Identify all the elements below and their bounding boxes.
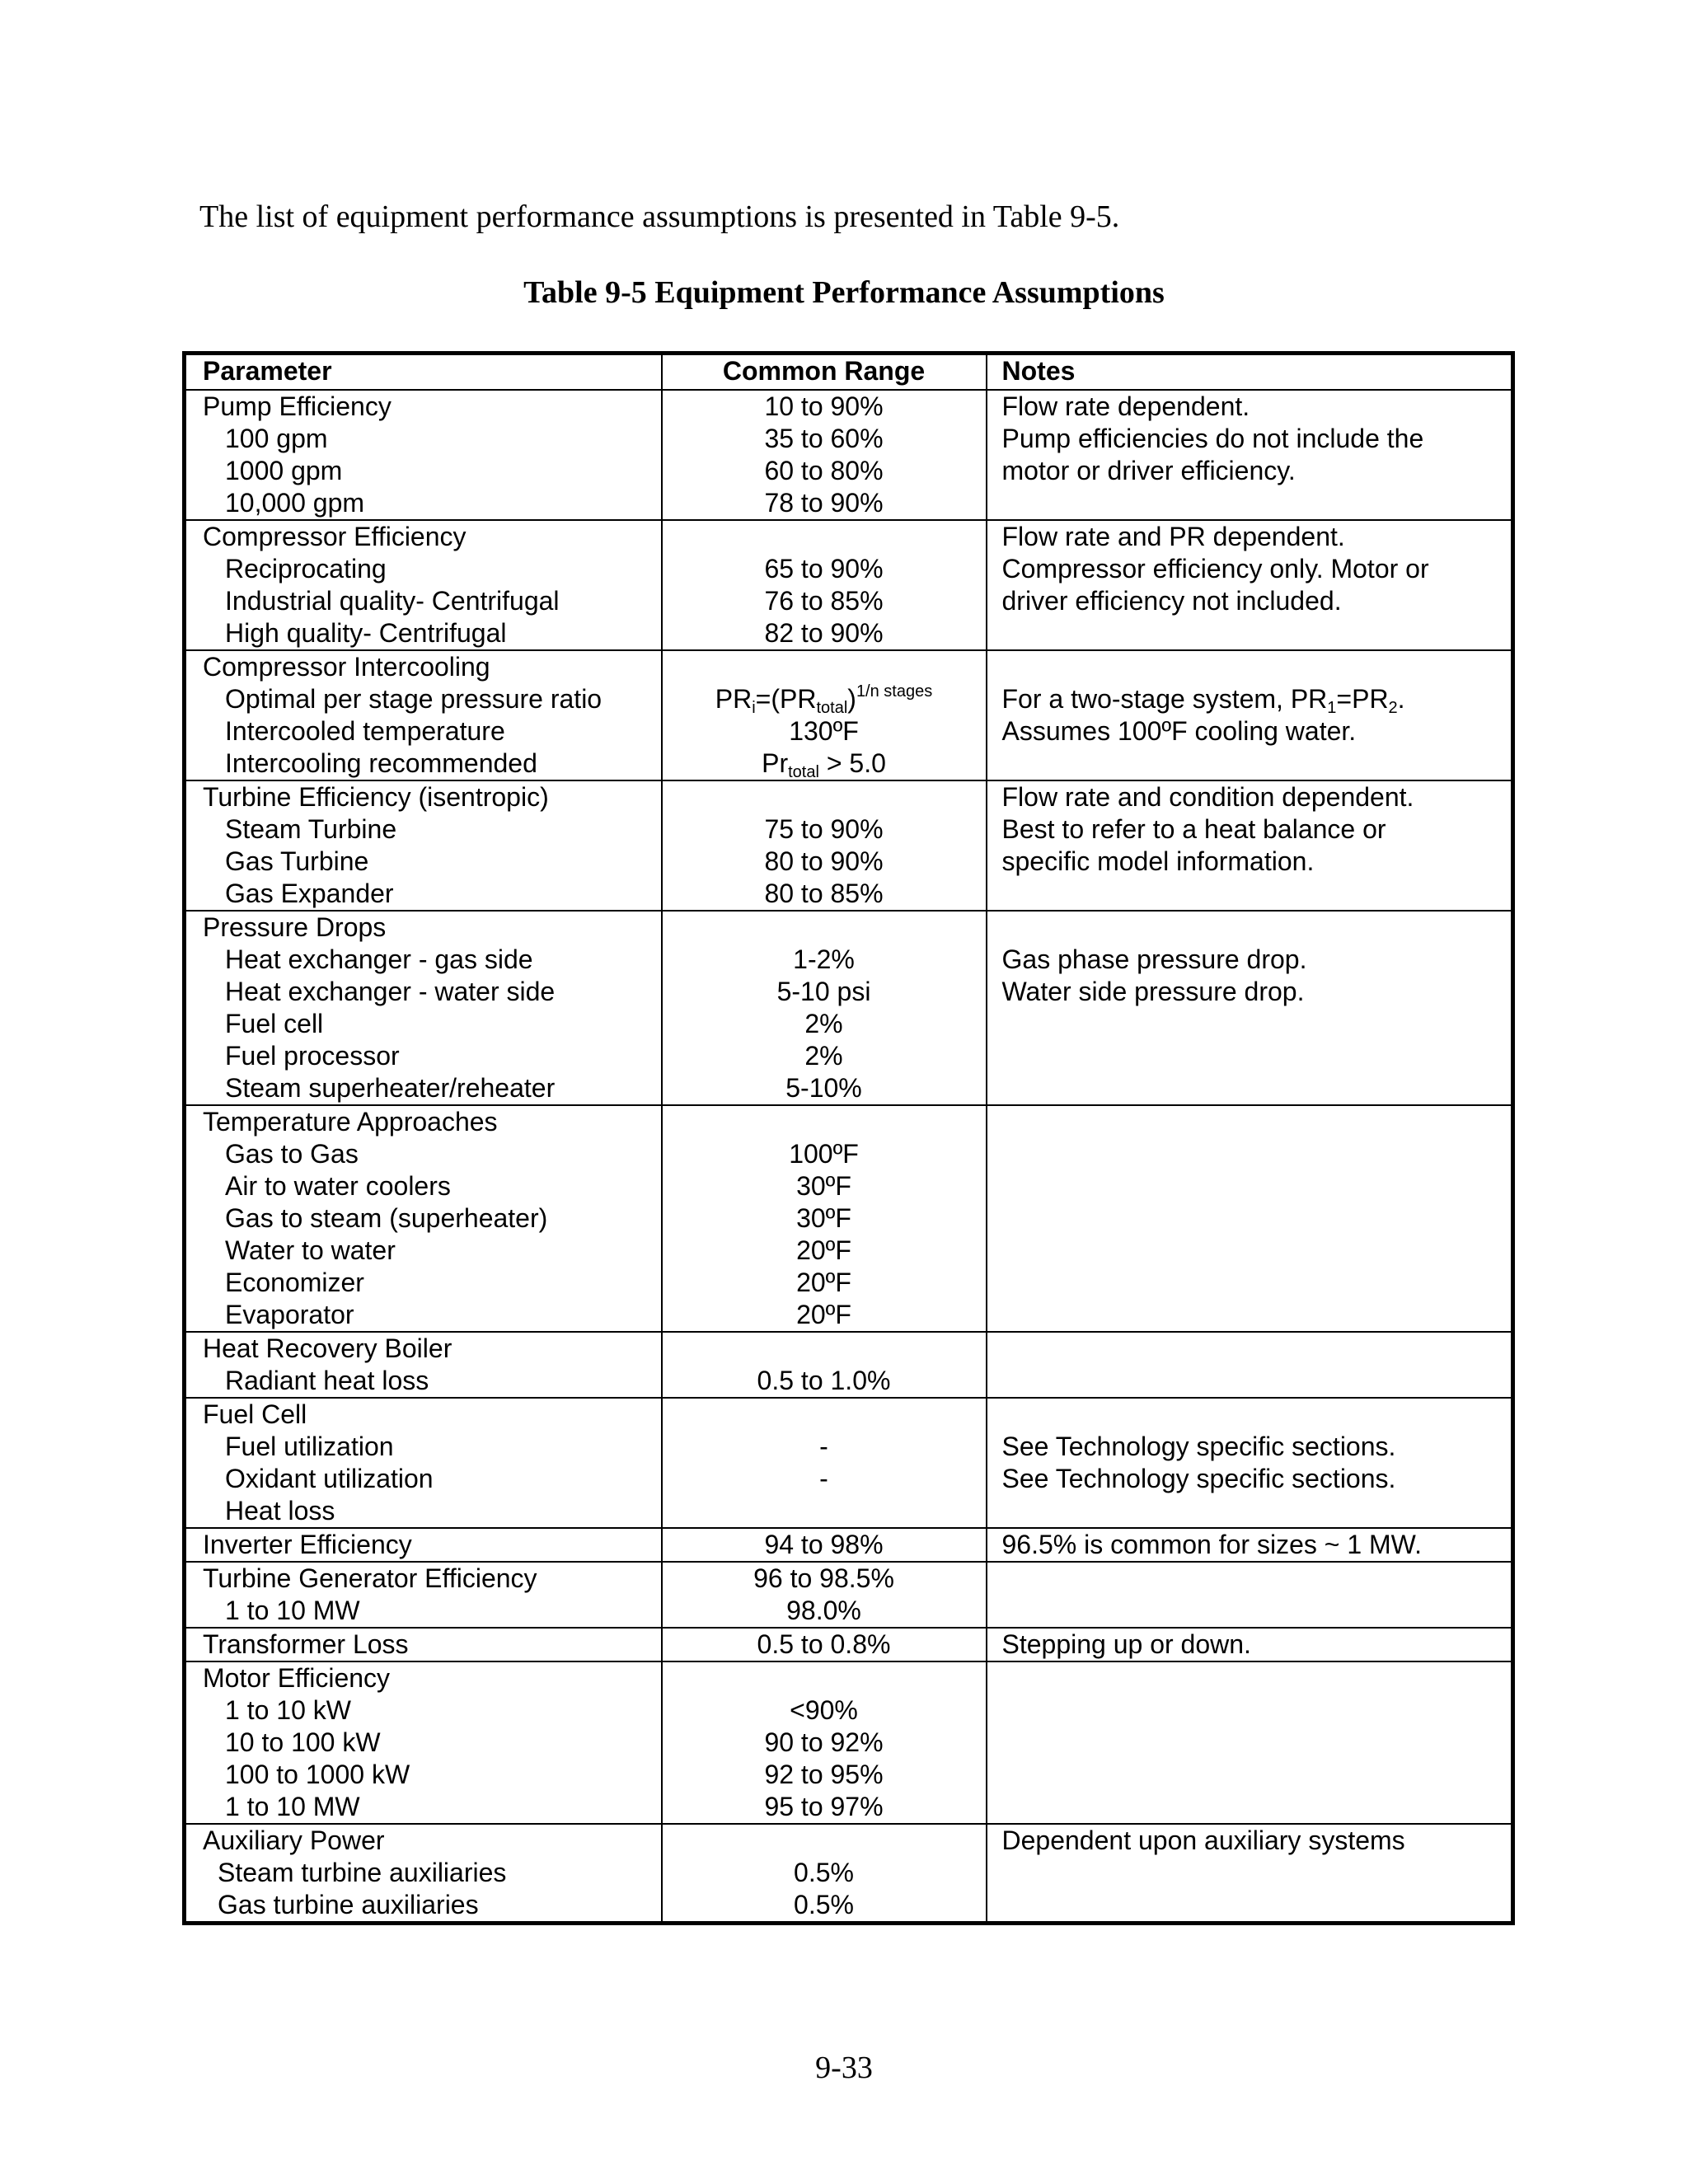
formula-part: PR xyxy=(715,684,753,714)
parameter-label: Gas turbine auxiliaries xyxy=(218,1890,479,1919)
notes-cell xyxy=(987,1824,1513,1924)
range-value xyxy=(663,1662,986,1694)
parameter-label: Steam superheater/reheater xyxy=(225,1073,556,1103)
parameter-cell xyxy=(185,1332,662,1398)
notes-cell xyxy=(987,780,1513,911)
range-value: 0.5% xyxy=(794,1858,854,1887)
range-value xyxy=(663,912,986,944)
note-text: Stepping up or down. xyxy=(1001,1629,1251,1659)
notes-cell xyxy=(987,520,1513,650)
header-parameter: Parameter xyxy=(185,354,662,391)
note-text xyxy=(1002,1563,1512,1595)
parameter-label: Air to water coolers xyxy=(225,1171,451,1201)
note-text: Flow rate and condition dependent. xyxy=(1001,782,1414,812)
pressure-ratio-formula xyxy=(663,683,986,715)
note-text xyxy=(1002,1857,1512,1889)
note-text xyxy=(1002,1040,1512,1072)
range-value: 5-10% xyxy=(785,1073,862,1103)
parameter-label: Turbine Generator Efficiency xyxy=(203,1563,537,1593)
parameter-label: Transformer Loss xyxy=(203,1629,409,1659)
parameter-label: Gas Expander xyxy=(225,879,394,908)
note-text xyxy=(1002,651,1512,683)
parameter-label: Compressor Intercooling xyxy=(203,652,490,682)
formula-subscript: total xyxy=(816,699,848,717)
table-row xyxy=(185,911,1513,1105)
note-text xyxy=(1002,1727,1512,1759)
note-text xyxy=(1002,1791,1512,1823)
note-text xyxy=(1002,487,1512,519)
parameter-cell xyxy=(185,1661,662,1824)
parameter-label: 10 to 100 kW xyxy=(225,1727,381,1757)
formula-part: Pr xyxy=(762,748,789,778)
range-value xyxy=(663,651,986,683)
table-row xyxy=(185,1824,1513,1924)
equipment-performance-table xyxy=(182,351,1515,1925)
range-value: 20ºF xyxy=(796,1235,851,1265)
parameter-cell xyxy=(185,520,662,650)
notes-cell xyxy=(987,1398,1513,1528)
notes-cell xyxy=(987,1332,1513,1398)
intercooling-threshold-formula xyxy=(663,748,986,780)
note-text xyxy=(1002,1267,1512,1299)
range-value: 65 to 90% xyxy=(764,554,884,583)
notes-cell xyxy=(987,1661,1513,1824)
parameter-cell xyxy=(185,1628,662,1661)
range-value: 2% xyxy=(804,1041,843,1071)
note-text: See Technology specific sections. xyxy=(1001,1432,1396,1461)
table-row xyxy=(185,1562,1513,1628)
parameter-label: Inverter Efficiency xyxy=(203,1530,412,1559)
parameter-label: Reciprocating xyxy=(225,554,387,583)
range-cell xyxy=(662,1105,987,1332)
note-text: 96.5% is common for sizes ~ 1 MW. xyxy=(1001,1530,1422,1559)
range-value: 92 to 95% xyxy=(764,1760,884,1789)
note-text xyxy=(1002,1889,1512,1921)
parameter-label: 1000 gpm xyxy=(225,456,343,485)
range-value: 76 to 85% xyxy=(764,586,884,616)
parameter-cell xyxy=(185,1398,662,1528)
range-value: - xyxy=(819,1464,828,1493)
note-text xyxy=(1002,1399,1512,1431)
parameter-label: Heat Recovery Boiler xyxy=(203,1333,452,1363)
parameter-label: High quality- Centrifugal xyxy=(225,618,507,648)
parameter-label: Gas to steam (superheater) xyxy=(225,1203,548,1233)
note-text xyxy=(1002,1235,1512,1267)
parameter-label: Industrial quality- Centrifugal xyxy=(225,586,560,616)
note-text: Flow rate dependent. xyxy=(1001,391,1250,421)
note-text: specific model information. xyxy=(1001,846,1315,876)
range-value: 80 to 90% xyxy=(764,846,884,876)
parameter-label: Heat exchanger - gas side xyxy=(225,944,533,974)
parameter-label: Intercooling recommended xyxy=(225,748,537,778)
table-caption: Table 9-5 Equipment Performance Assumptions xyxy=(523,275,1165,310)
note-text: Pump efficiencies do not include the xyxy=(1001,424,1424,453)
range-value: 80 to 85% xyxy=(764,879,884,908)
parameter-label: Economizer xyxy=(225,1268,364,1297)
notes-cell xyxy=(987,1628,1513,1661)
range-value: - xyxy=(819,1432,828,1461)
range-value: 30ºF xyxy=(796,1203,851,1233)
note-text: Flow rate and PR dependent. xyxy=(1001,522,1345,551)
note-text xyxy=(1002,1595,1512,1627)
notes-cell xyxy=(987,390,1513,520)
range-cell xyxy=(662,1661,987,1824)
range-value: 0.5% xyxy=(794,1890,854,1919)
formula-part: > 5.0 xyxy=(818,748,886,778)
parameter-label: 10,000 gpm xyxy=(225,488,365,518)
parameter-label: Pressure Drops xyxy=(203,912,387,942)
table-row xyxy=(185,1105,1513,1332)
formula-part: =(PR xyxy=(755,684,817,714)
range-cell xyxy=(662,1628,987,1661)
range-value: 75 to 90% xyxy=(764,814,884,844)
range-cell xyxy=(662,390,987,520)
parameter-label: Fuel utilization xyxy=(225,1432,394,1461)
notes-cell xyxy=(987,1562,1513,1628)
range-value xyxy=(663,1333,986,1365)
formula-part: . xyxy=(1397,684,1405,714)
note-text xyxy=(1002,1694,1512,1727)
table-row xyxy=(185,1398,1513,1528)
notes-cell xyxy=(987,650,1513,780)
range-value: 35 to 60% xyxy=(764,424,884,453)
parameter-label: Gas to Gas xyxy=(225,1139,359,1169)
parameter-cell xyxy=(185,1105,662,1332)
parameter-label: Steam Turbine xyxy=(225,814,397,844)
range-value: 20ºF xyxy=(796,1268,851,1297)
note-text: motor or driver efficiency. xyxy=(1001,456,1296,485)
formula-part: =PR xyxy=(1336,684,1389,714)
parameter-label: Evaporator xyxy=(225,1300,354,1329)
range-value: 10 to 90% xyxy=(764,391,884,421)
range-value xyxy=(663,1106,986,1138)
parameter-label: 100 to 1000 kW xyxy=(225,1760,410,1789)
note-text xyxy=(1002,1365,1512,1397)
range-value: 98.0% xyxy=(786,1596,861,1625)
parameter-cell xyxy=(185,1824,662,1924)
range-value xyxy=(663,1825,986,1857)
parameter-label: Steam turbine auxiliaries xyxy=(218,1858,507,1887)
parameter-label: Pump Efficiency xyxy=(203,391,392,421)
parameter-label: Radiant heat loss xyxy=(225,1366,429,1395)
formula-subscript: 2 xyxy=(1388,699,1398,717)
parameter-cell xyxy=(185,650,662,780)
parameter-label: Auxiliary Power xyxy=(203,1825,385,1855)
note-text: driver efficiency not included. xyxy=(1001,586,1342,616)
range-value xyxy=(663,521,986,553)
note-text xyxy=(1002,1495,1512,1527)
range-value: <90% xyxy=(790,1695,858,1725)
range-cell xyxy=(662,780,987,911)
range-value: 96 to 98.5% xyxy=(753,1563,894,1593)
table-row xyxy=(185,650,1513,780)
notes-cell xyxy=(987,1528,1513,1562)
range-value xyxy=(663,1495,986,1527)
parameter-label: 1 to 10 MW xyxy=(225,1596,360,1625)
note-text xyxy=(1002,1759,1512,1791)
parameter-cell xyxy=(185,390,662,520)
range-value: 78 to 90% xyxy=(764,488,884,518)
note-text xyxy=(1002,1072,1512,1104)
note-text xyxy=(1002,878,1512,910)
parameter-label: Fuel processor xyxy=(225,1041,400,1071)
note-text xyxy=(1002,617,1512,649)
range-value: 0.5 to 0.8% xyxy=(757,1629,891,1659)
parameter-label: Motor Efficiency xyxy=(203,1663,391,1693)
range-value: 20ºF xyxy=(796,1300,851,1329)
note-text: See Technology specific sections. xyxy=(1001,1464,1396,1493)
range-value: 2% xyxy=(804,1009,843,1038)
range-cell xyxy=(662,911,987,1105)
parameter-label: Turbine Efficiency (isentropic) xyxy=(203,782,549,812)
parameter-cell xyxy=(185,911,662,1105)
formula-part: ) xyxy=(847,684,856,714)
table-row xyxy=(185,1332,1513,1398)
range-value: 82 to 90% xyxy=(764,618,884,648)
table-row xyxy=(185,1661,1513,1824)
header-notes: Notes xyxy=(987,354,1513,391)
notes-cell xyxy=(987,1105,1513,1332)
note-text xyxy=(1002,748,1512,780)
parameter-label: Fuel Cell xyxy=(203,1399,307,1429)
parameter-label: Heat loss xyxy=(225,1496,335,1526)
range-cell xyxy=(662,650,987,780)
note-text xyxy=(1002,1008,1512,1040)
range-value xyxy=(663,1399,986,1431)
range-value: 30ºF xyxy=(796,1171,851,1201)
range-cell xyxy=(662,1824,987,1924)
range-value: 100ºF xyxy=(789,1139,859,1169)
notes-cell xyxy=(987,911,1513,1105)
range-value: 94 to 98% xyxy=(764,1530,884,1559)
range-value: 60 to 80% xyxy=(764,456,884,485)
formula-subscript: total xyxy=(788,763,819,780)
note-text xyxy=(1002,1170,1512,1202)
range-cell xyxy=(662,520,987,650)
range-value: 0.5 to 1.0% xyxy=(757,1366,891,1395)
range-value: 130ºF xyxy=(789,716,859,746)
range-cell xyxy=(662,1332,987,1398)
note-text xyxy=(1002,1333,1512,1365)
parameter-label: Water to water xyxy=(225,1235,396,1265)
two-stage-note xyxy=(1002,683,1512,715)
formula-superscript: 1/n stages xyxy=(856,682,933,701)
parameter-label: Gas Turbine xyxy=(225,846,369,876)
parameter-label: Temperature Approaches xyxy=(203,1107,498,1137)
note-text xyxy=(1002,1138,1512,1170)
note-text: Dependent upon auxiliary systems xyxy=(1001,1825,1405,1855)
range-value xyxy=(663,781,986,813)
range-cell xyxy=(662,1398,987,1528)
note-text: Water side pressure drop. xyxy=(1001,977,1305,1006)
table-row xyxy=(185,520,1513,650)
parameter-label: Heat exchanger - water side xyxy=(225,977,556,1006)
table-row xyxy=(185,1628,1513,1661)
parameter-label: Oxidant utilization xyxy=(225,1464,434,1493)
range-value: 95 to 97% xyxy=(764,1792,884,1821)
note-text: Assumes 100ºF cooling water. xyxy=(1001,716,1357,746)
parameter-label: Compressor Efficiency xyxy=(203,522,467,551)
formula-subscript: 1 xyxy=(1327,699,1337,717)
note-text xyxy=(1002,1662,1512,1694)
range-cell xyxy=(662,1562,987,1628)
table-row xyxy=(185,390,1513,520)
range-value: 1-2% xyxy=(793,944,855,974)
table-row xyxy=(185,1528,1513,1562)
note-text xyxy=(1002,1202,1512,1235)
parameter-cell xyxy=(185,1562,662,1628)
note-text xyxy=(1002,1106,1512,1138)
table-row xyxy=(185,780,1513,911)
parameter-cell xyxy=(185,780,662,911)
parameter-cell xyxy=(185,1528,662,1562)
note-text: Gas phase pressure drop. xyxy=(1001,944,1307,974)
intro-text: The list of equipment performance assumptions is presented in Table 9-5. xyxy=(199,199,1120,234)
parameter-label: 100 gpm xyxy=(225,424,328,453)
formula-part: For a two-stage system, PR xyxy=(1001,684,1328,714)
note-text: Best to refer to a heat balance or xyxy=(1001,814,1386,844)
parameter-label: Fuel cell xyxy=(225,1009,324,1038)
note-text xyxy=(1002,912,1512,944)
table-header-row xyxy=(185,354,1513,391)
parameter-label: 1 to 10 kW xyxy=(225,1695,351,1725)
range-cell xyxy=(662,1528,987,1562)
note-text xyxy=(1002,1299,1512,1331)
parameter-label: Optimal per stage pressure ratio xyxy=(225,684,603,714)
page-number: 9-33 xyxy=(815,2050,873,2085)
range-value: 5-10 psi xyxy=(776,977,871,1006)
note-text: Compressor efficiency only. Motor or xyxy=(1001,554,1429,583)
header-common-range: Common Range xyxy=(662,354,987,391)
parameter-label: Intercooled temperature xyxy=(225,716,505,746)
parameter-label: 1 to 10 MW xyxy=(225,1792,360,1821)
range-value: 90 to 92% xyxy=(764,1727,884,1757)
formula-subscript: i xyxy=(752,699,756,717)
